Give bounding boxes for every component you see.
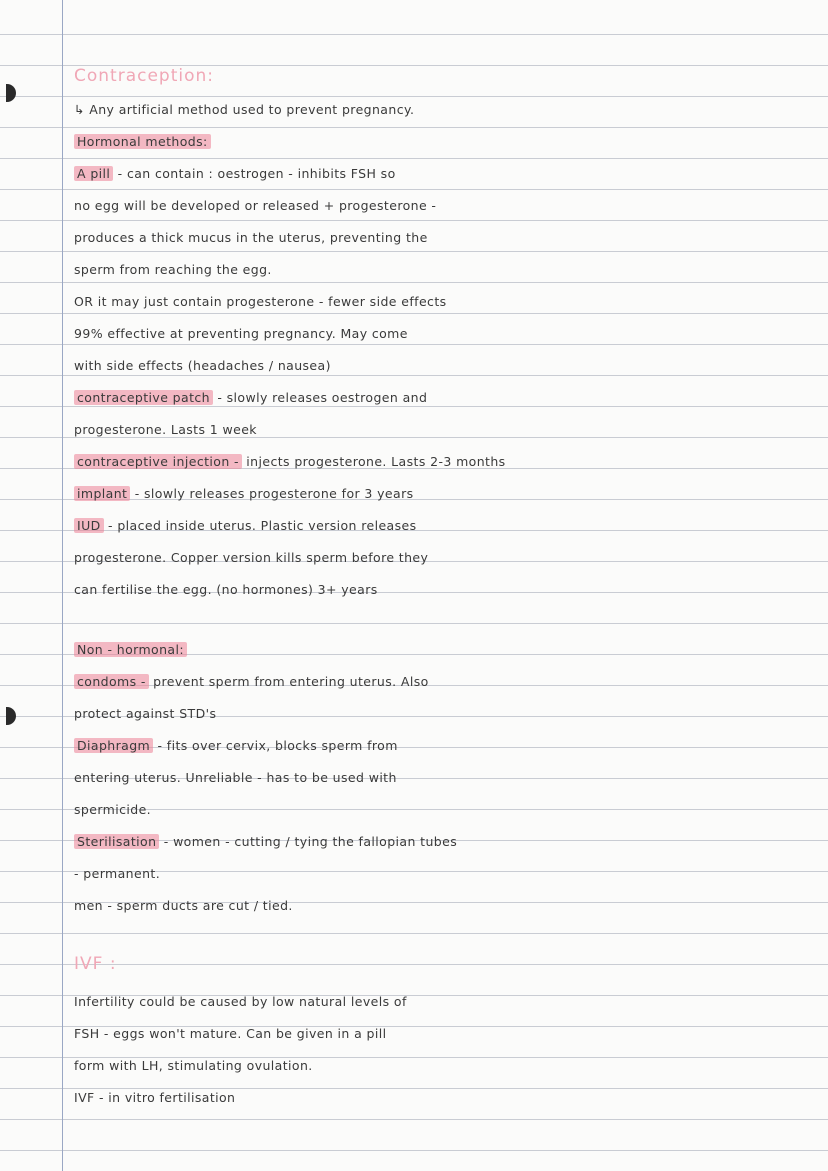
highlighted-term: condoms -	[74, 674, 149, 689]
note-line	[74, 674, 429, 689]
note-line: form with LH, stimulating ovulation.	[74, 1058, 313, 1073]
note-line: progesterone. Copper version kills sperm before they	[74, 550, 429, 565]
note-line	[74, 134, 211, 149]
note-line: OR it may just contain progesterone - fewer side effects	[74, 294, 447, 309]
note-line: no egg will be developed or released + progesterone -	[74, 198, 437, 213]
note-line: men - sperm ducts are cut / tied.	[74, 898, 293, 913]
highlighted-term: Diaphragm	[74, 738, 153, 753]
highlighted-term: contraceptive injection -	[74, 454, 242, 469]
note-text: - can contain : oestrogen - inhibits FSH so	[113, 166, 396, 181]
margin-line	[62, 0, 63, 1171]
note-line	[74, 390, 427, 405]
highlighted-term: Sterilisation	[74, 834, 159, 849]
ivf-heading: IVF :	[74, 954, 117, 974]
note-text: - placed inside uterus. Plastic version releases	[103, 518, 417, 533]
note-line: produces a thick mucus in the uterus, preventing the	[74, 230, 428, 245]
note-line: FSH - eggs won't mature. Can be given in a pill	[74, 1026, 387, 1041]
highlighted-term: Non - hormonal:	[74, 642, 187, 657]
note-line: spermicide.	[74, 802, 152, 817]
highlighted-term: Hormonal methods:	[74, 134, 211, 149]
note-line: can fertilise the egg. (no hormones) 3+ years	[74, 582, 378, 597]
note-line: with side effects (headaches / nausea)	[74, 358, 331, 373]
note-line	[74, 738, 398, 753]
note-text: - slowly releases oestrogen and	[212, 390, 428, 405]
binder-hole	[6, 707, 16, 725]
note-line	[74, 834, 457, 849]
highlighted-term: implant	[74, 486, 130, 501]
note-text: - slowly releases progesterone for 3 years	[130, 486, 414, 501]
note-line: entering uterus. Unreliable - has to be used with	[74, 770, 397, 785]
note-line	[74, 166, 396, 181]
highlighted-term: contraceptive patch	[74, 390, 213, 405]
binder-hole	[6, 84, 16, 102]
highlighted-term: A pill	[74, 166, 113, 181]
note-line	[74, 454, 506, 469]
note-text: - women - cutting / tying the fallopian tubes	[159, 834, 458, 849]
contraception-heading: Contraception:	[74, 66, 215, 86]
note-line	[74, 486, 414, 501]
note-text: injects progesterone. Lasts 2-3 months	[241, 454, 506, 469]
note-line: - permanent.	[74, 866, 161, 881]
note-text: - fits over cervix, blocks sperm from	[153, 738, 398, 753]
note-line: progesterone. Lasts 1 week	[74, 422, 257, 437]
note-line: 99% effective at preventing pregnancy. May come	[74, 326, 408, 341]
note-line: sperm from reaching the egg.	[74, 262, 272, 277]
note-text: prevent sperm from entering uterus. Also	[148, 674, 429, 689]
note-line: protect against STD's	[74, 706, 217, 721]
highlighted-term: IUD	[74, 518, 104, 533]
note-line: IVF - in vitro fertilisation	[74, 1090, 236, 1105]
note-line	[74, 518, 417, 533]
note-line	[74, 642, 187, 657]
note-line: ↳ Any artificial method used to prevent pregnancy.	[74, 102, 415, 117]
note-line: Infertility could be caused by low natural levels of	[74, 994, 407, 1009]
